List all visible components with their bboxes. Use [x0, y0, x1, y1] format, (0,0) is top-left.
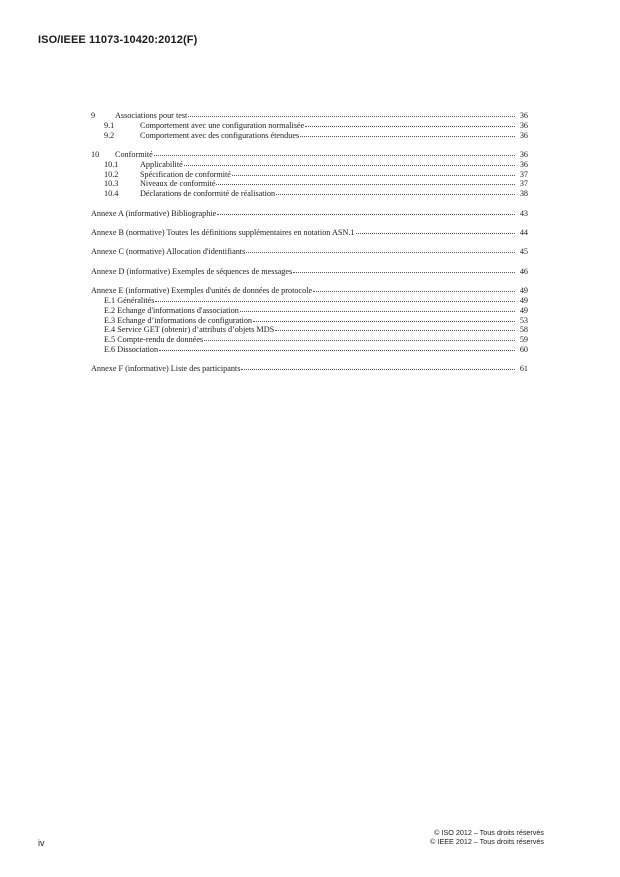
toc-dot-leader [305, 120, 515, 127]
toc-entry-title: Annexe B (normative) Toutes les définitions supplémentaires en notation ASN.1 [91, 227, 355, 237]
toc-dot-leader [217, 208, 515, 215]
toc-dot-leader [275, 324, 515, 331]
toc-entry-title: E.6 Dissociation [104, 344, 159, 354]
toc-dot-leader [232, 169, 515, 176]
toc-dot-leader [241, 363, 515, 370]
toc-dot-leader [240, 305, 515, 312]
toc-dot-leader [246, 246, 515, 253]
toc-entry-number: 10.4 [104, 189, 119, 199]
toc-entry[interactable] [91, 189, 528, 199]
toc-entry-page: 59 [519, 335, 528, 345]
toc-dot-leader [188, 110, 515, 117]
toc-dot-leader [159, 344, 515, 351]
toc-entry-number: 9.2 [104, 130, 115, 140]
toc-entry-page: 45 [519, 247, 528, 257]
toc-dot-leader [204, 334, 515, 341]
toc-entry-title: E.1 Généralités [104, 295, 155, 305]
toc-dot-leader [356, 227, 515, 234]
toc-entry[interactable] [91, 364, 528, 374]
toc-entry-page: 46 [519, 266, 528, 276]
toc-entry[interactable] [91, 345, 528, 355]
toc-entry-title: Annexe F (informative) Liste des participants [91, 364, 241, 374]
toc-entry-page: 36 [519, 130, 528, 140]
toc-entry-title: Niveaux de conformité [140, 179, 216, 189]
toc-entry-title: Associations pour test [115, 111, 188, 120]
toc-entry-title: E.2 Echange d'informations d'association [104, 305, 239, 315]
toc-entry-title: Comportement avec des configurations étendues [140, 130, 300, 140]
toc-entry-title: Annexe C (normative) Allocation d'identifiants [91, 247, 246, 257]
toc-entry[interactable] [91, 131, 528, 141]
copyright-iso: © ISO 2012 – Tous droits réservés [434, 828, 544, 837]
toc-entry-title: Annexe D (informative) Exemples de séquences de messages [91, 266, 293, 276]
toc-entry-title: E.3 Echange d’informations de configuration [104, 315, 253, 325]
toc-entry[interactable] [91, 247, 528, 257]
copyright-ieee: © IEEE 2012 – Tous droits réservés [430, 837, 544, 846]
toc-dot-leader [155, 295, 515, 302]
toc-entry-page: 61 [519, 364, 528, 374]
toc-dot-leader [300, 130, 515, 137]
toc-entry-number: 10 [91, 149, 100, 159]
toc-entry-page: 49 [519, 305, 528, 315]
toc-entry-page: 38 [519, 189, 528, 199]
toc-entry-number: 10.3 [104, 179, 119, 189]
toc-dot-leader [313, 285, 515, 292]
toc-entry-page: 36 [519, 111, 528, 120]
table-of-contents [91, 111, 528, 374]
toc-entry-number: 10.2 [104, 169, 119, 179]
toc-entry-number: 10.1 [104, 159, 119, 169]
document-header-title: ISO/IEEE 11073-10420:2012(F) [38, 34, 198, 46]
toc-dot-leader [276, 188, 515, 195]
toc-entry-page: 53 [519, 315, 528, 325]
toc-entry-title: E.5 Compte-rendu de données [104, 335, 204, 345]
toc-entry[interactable] [91, 228, 528, 238]
toc-entry-page: 44 [519, 227, 528, 237]
toc-dot-leader [253, 315, 515, 322]
toc-entry-title: Comportement avec une configuration normalisée [140, 120, 305, 130]
toc-entry-page: 36 [519, 120, 528, 130]
toc-entry[interactable] [91, 209, 528, 219]
toc-entry-page: 36 [519, 149, 528, 159]
toc-dot-leader [154, 149, 515, 156]
toc-entry[interactable] [91, 267, 528, 277]
toc-entry-page: 58 [519, 325, 528, 335]
toc-entry-page: 43 [519, 208, 528, 218]
toc-entry-title: Applicabilité [140, 159, 183, 169]
toc-entry-title: Conformité [115, 149, 153, 159]
toc-dot-leader [293, 266, 515, 273]
toc-entry-number: 9 [91, 111, 96, 120]
toc-entry-page: 60 [519, 344, 528, 354]
toc-dot-leader [216, 178, 515, 185]
toc-entry-title: Annexe A (informative) Bibliographie [91, 208, 217, 218]
toc-dot-leader [184, 159, 515, 166]
toc-entry-page: 49 [519, 286, 528, 296]
toc-entry-page: 37 [519, 179, 528, 189]
footer-copyright [430, 828, 544, 846]
toc-entry-page: 37 [519, 169, 528, 179]
toc-entry-title: E.4 Service GET (obtenir) d’attributs d’objets MDS [104, 325, 275, 335]
toc-entry-title: Spécification de conformité [140, 169, 231, 179]
toc-entry-page: 36 [519, 159, 528, 169]
toc-entry-title: Déclarations de conformité de réalisation [140, 189, 276, 199]
toc-entry-number: 9.1 [104, 120, 115, 130]
page-number: iv [38, 838, 45, 848]
toc-entry-page: 49 [519, 295, 528, 305]
toc-entry-title: Annexe E (informative) Exemples d'unités de données de protocole [91, 286, 313, 296]
